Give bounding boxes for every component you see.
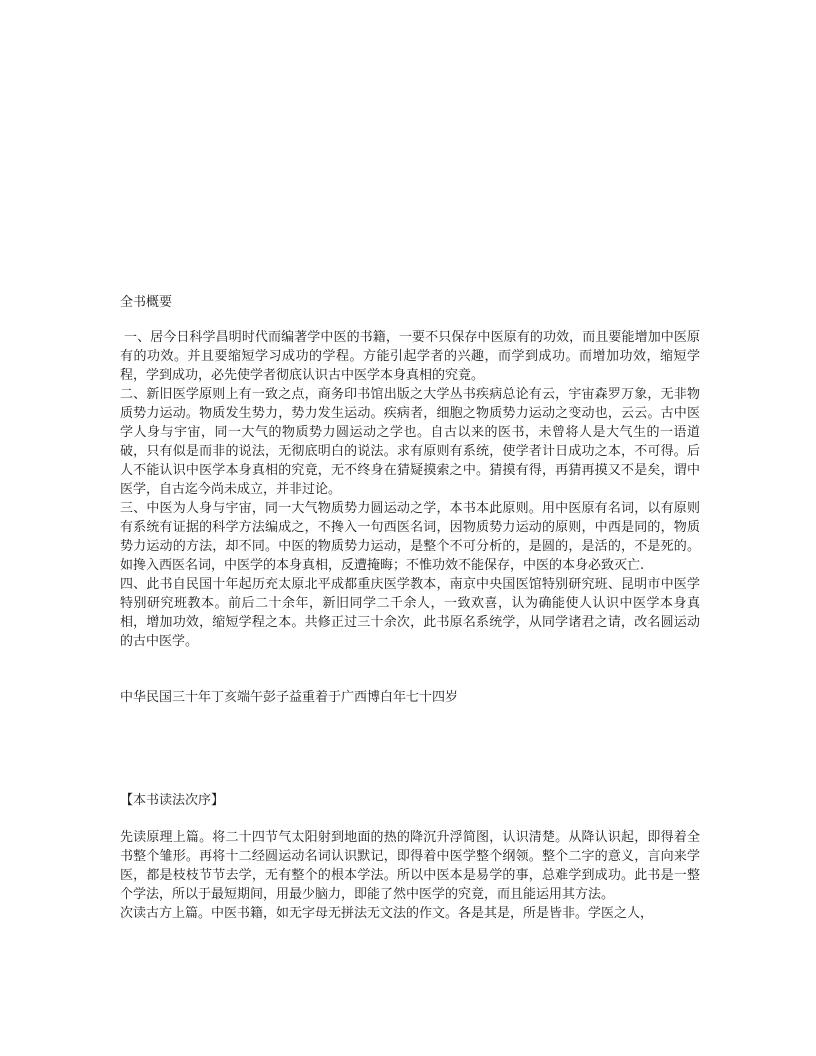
section-title-overview: 全书概要 [120,295,173,310]
overview-paragraph-1: 一、居今日科学昌明时代而编著学中医的书籍，一要不只保存中医原有的功效，而且要能增加中医原有的功效。并且要缩短学习成功的学程。方能引起学者的兴趣，而学到成功。而增加功效，缩短学程，学到成功，必先使学者彻底认识古中医学本身真相的究竟。 [120,330,700,383]
overview-paragraph-4: 四、此书自民国十年起历充太原北平成都重庆医学教本，南京中央国医馆特别研究班、昆明市中医学特别研究班教本。前后二十余年，新旧同学二千余人，一致欢喜，认为确能使人认识中医学本身真相，增加功效，缩短学程之本。共修正过三十余次，此书原名系统学，从同学诸君之请，改名圆运动的古中医学。 [120,577,700,649]
spacer [120,314,700,328]
spacer [120,812,700,828]
author-signature: 中华民国三十年丁亥端午彭子益重着于广西博白年七十四岁 [120,690,459,705]
overview-paragraph-3: 三、中医为人身与宇宙，同一大气物质势力圆运动之学，本书本此原则。用中医原有名词，以有原则有系统有证据的科学方法编成之，不搀入一句西医名词，因物质势力运动的原则，中西是同的，物质势力运动的方法，却不同。中医的物质势力运动，是整个不可分析的，是圆的，是活的，不是死的。如搀入西医名词，中医学的本身真相，反遭掩晦；不惟功效不能保存，中医的本身必致灭亡. [120,501,700,573]
section-title-reading-order: 【本书读法次序】 [120,793,225,808]
reading-order-paragraph-1: 先读原理上篇。将二十四节气太阳射到地面的热的降沉升浮简图，认识清楚。从降认识起，即得着全书整个雏形。再将十二经圆运动名词认识默记，即得着中医学整个纲领。整个二字的意义，言向来学医，都是枝枝节节去学，无有整个的根本学法。所以中医本是易学的事，总难学到成功。此书是一整个学法，所以于最短期间，用最少脑力，即能了然中医学的究竟，而且能运用其方法。 [120,830,700,902]
document-page [120,292,700,923]
spacer [120,651,700,688]
reading-order-paragraph-2: 次读古方上篇。中医书籍，如无字母无拼法无文法的作文。各是其是，所是皆非。学医之人， [120,906,654,921]
spacer [120,707,700,790]
overview-paragraph-2: 二、新旧医学原则上有一致之点，商务印书馆出版之大学丛书疾病总论有云，宇宙森罗万象，无非物质势力运动。物质发生势力，势力发生运动。疾病者，细胞之物质势力运动之变动也，云云。古中医学人身与宇宙，同一大气的物质势力圆运动之学也。自古以来的医书，未曾将人是大气生的一语道破，只有似是而非的说法，无彻底明白的说法。求有原则有系统，使学者计日成功之本，不可得。后人不能认识中医学本身真相的究竟，无不终身在猜疑摸索之中。猜摸有得，再猜再摸又不是矣，谓中医学，自古迄今尚未成立，并非过论。 [120,387,700,497]
